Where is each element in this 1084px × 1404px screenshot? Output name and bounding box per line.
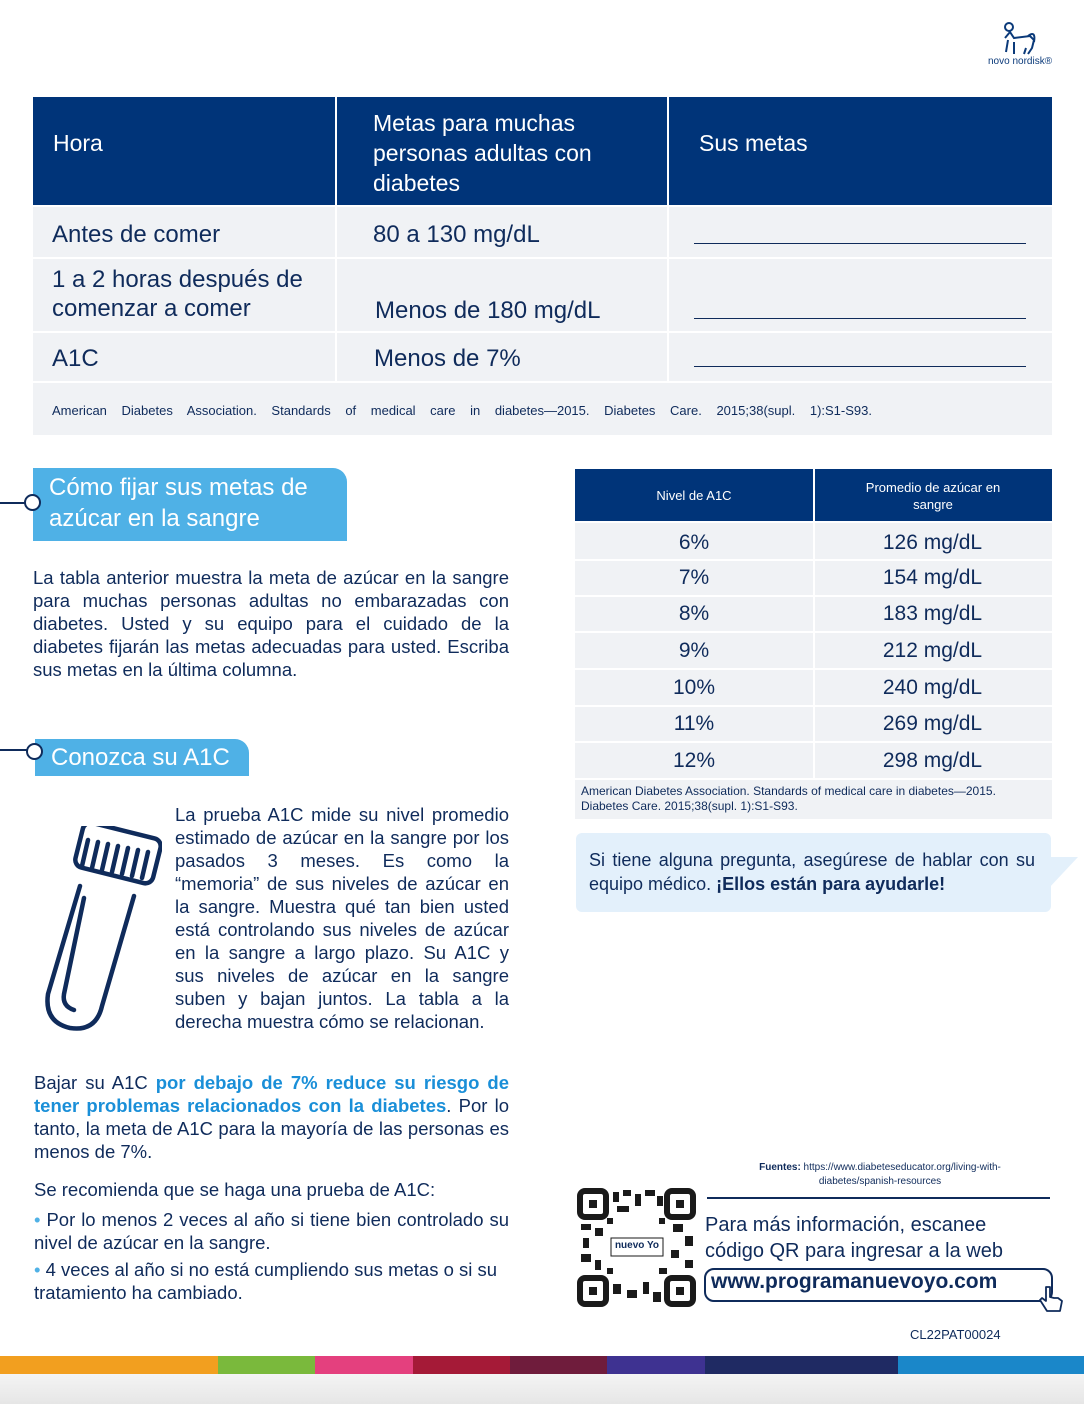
section-goals-title: Cómo fijar sus metas de azúcar en la sangre xyxy=(49,474,308,532)
a1c-level-cell: 9% xyxy=(678,639,710,662)
goals-row-time: 1 a 2 horas después de comenzar a comer xyxy=(52,266,303,322)
brand-logo-text: novo nordisk® xyxy=(988,56,1053,67)
section-goals-body: La tabla anterior muestra la meta de azúcar en la sangre para muchas personas adultas no embarazadas con diabetes. Usted y su equipo para el cuidado de la diabetes fijarán las metas adecuadas para usted. Escriba sus metas en la última columna. xyxy=(33,567,509,680)
a1c-row xyxy=(575,561,1052,597)
a1c-average-cell: 126 mg/dL xyxy=(882,531,983,554)
goals-citation: American Diabetes Association. Standards of medical care in diabetes—2015. Diabetes Care. 2015;38(supl. 1):S1-S93. xyxy=(52,403,872,418)
speech-tail-icon xyxy=(1048,855,1080,891)
a1c-level-cell: 10% xyxy=(672,676,716,699)
goals-row-time: A1C xyxy=(52,345,99,372)
footer-stripe xyxy=(898,1356,1084,1374)
a1c-average-cell: 269 mg/dL xyxy=(882,712,983,735)
section-a1c-title: Conozca su A1C xyxy=(51,744,230,771)
section-bullet-dot xyxy=(24,494,41,511)
footer-stripe xyxy=(0,1356,218,1374)
callout-bold: ¡Ellos están para ayudarle! xyxy=(716,874,946,894)
footer-stripe xyxy=(510,1356,607,1374)
recommend-bullet xyxy=(34,1208,509,1254)
sources-text: https://www.diabeteseducator.org/living-with-diabetes/spanish-resources xyxy=(800,1162,1001,1187)
a1c-average-cell: 183 mg/dL xyxy=(882,602,983,625)
a1c-level-cell: 11% xyxy=(673,712,715,735)
goals-row-target: Menos de 180 mg/dL xyxy=(375,297,601,324)
goals-row-target: Menos de 7% xyxy=(374,345,521,372)
section-bullet-dot xyxy=(26,743,43,760)
goals-blank-line[interactable] xyxy=(694,318,1026,319)
footer-stripe xyxy=(705,1356,898,1374)
callout-main: Si tiene alguna pregunta, asegúrese de hablar con su equipo médico. xyxy=(589,850,1035,894)
qr-divider xyxy=(707,1197,1050,1199)
qr-info-text: Para más información, escanee código QR para ingresar a la web xyxy=(705,1214,1003,1262)
goals-col-divider xyxy=(335,97,337,381)
cursor-hand-icon xyxy=(1038,1285,1064,1313)
a1c-average-cell: 212 mg/dL xyxy=(882,639,983,662)
a1c-row xyxy=(575,707,1052,743)
a1c-row xyxy=(575,597,1052,633)
sources-label: Fuentes: xyxy=(759,1162,801,1173)
a1c-level-cell: 7% xyxy=(678,566,710,589)
lower-highlight: por debajo de 7% reduce su riesgo de tener problemas relacionados con la diabetes xyxy=(34,1072,509,1116)
a1c-average-cell: 154 mg/dL xyxy=(882,566,983,589)
a1c-average-cell: 298 mg/dL xyxy=(882,749,983,772)
a1c-level-cell: 6% xyxy=(678,531,710,554)
recommend-intro: Se recomienda que se haga una prueba de A1C: xyxy=(34,1179,436,1200)
callout-text xyxy=(589,848,1035,896)
bullet-icon: • xyxy=(34,1209,41,1230)
goals-header-time: Hora xyxy=(53,130,103,156)
footer-stripe xyxy=(607,1356,705,1374)
section-a1c-lower-text xyxy=(34,1071,509,1163)
a1c-level-cell: 12% xyxy=(672,749,716,772)
a1c-row xyxy=(575,523,1052,561)
goals-header-targets: Metas para muchas personas adultas con diabetes xyxy=(373,110,592,196)
goals-row-divider xyxy=(33,381,1052,383)
footer-stripe xyxy=(413,1356,510,1374)
footer-shade xyxy=(0,1374,1084,1404)
a1c-average-cell: 240 mg/dL xyxy=(882,676,983,699)
goals-row-divider xyxy=(33,331,1052,333)
a1c-rows xyxy=(575,523,1052,780)
a1c-row xyxy=(575,670,1052,707)
a1c-header-average: Promedio de azúcar en sangre xyxy=(865,480,1001,512)
goals-blank-line[interactable] xyxy=(694,243,1026,244)
a1c-level-cell: 8% xyxy=(678,602,710,625)
footer-stripe xyxy=(315,1356,413,1374)
a1c-row xyxy=(575,633,1052,670)
test-tube-icon xyxy=(44,826,162,1034)
bullet-text: 4 veces al año si no está cumpliendo sus metas o si su tratamiento ha cambiado. xyxy=(34,1259,498,1303)
goals-header-your-goals: Sus metas xyxy=(699,130,808,156)
recommend-bullet xyxy=(34,1258,509,1304)
document-code: CL22PAT00024 xyxy=(910,1327,1001,1342)
a1c-header-level: Nivel de A1C xyxy=(656,488,732,503)
goals-row-time: Antes de comer xyxy=(52,221,221,248)
goals-row-target: 80 a 130 mg/dL xyxy=(373,221,540,248)
a1c-citation: American Diabetes Association. Standards of medical care in diabetes—2015. Diabetes Care. 2015;38(supl. 1):S1-S93. xyxy=(581,784,996,813)
qr-badge: nuevo Yo xyxy=(614,1240,660,1251)
bullet-icon: • xyxy=(34,1259,41,1280)
section-a1c-body: La prueba A1C mide su nivel promedio estimado de azúcar en la sangre por los pasados 3 meses. Es como la “memoria” de sus niveles de azúcar en la sangre. Muestra qué tan bien usted está controlando sus niveles de azúcar en la sangre a largo plazo. Su A1C y sus niveles de azúcar en la sangre suben y bajan juntos. La tabla a la derecha muestra cómo se relacionan. xyxy=(175,804,509,1032)
goals-row-divider xyxy=(33,257,1052,259)
goals-col-divider xyxy=(667,97,669,381)
footer-stripe xyxy=(218,1356,315,1374)
lower-suffix: . Por lo tanto, la meta de A1C para la mayoría de las personas es menos de 7%. xyxy=(34,1095,510,1162)
bullet-text: Por lo menos 2 veces al año si tiene bien controlado su nivel de azúcar en la sangre. xyxy=(34,1209,509,1253)
goals-blank-line[interactable] xyxy=(694,366,1026,367)
website-url[interactable]: www.programanuevoyo.com xyxy=(711,1270,998,1293)
lower-prefix: Bajar su A1C xyxy=(34,1072,156,1093)
sources-note xyxy=(740,1161,1020,1189)
a1c-row xyxy=(575,743,1052,780)
